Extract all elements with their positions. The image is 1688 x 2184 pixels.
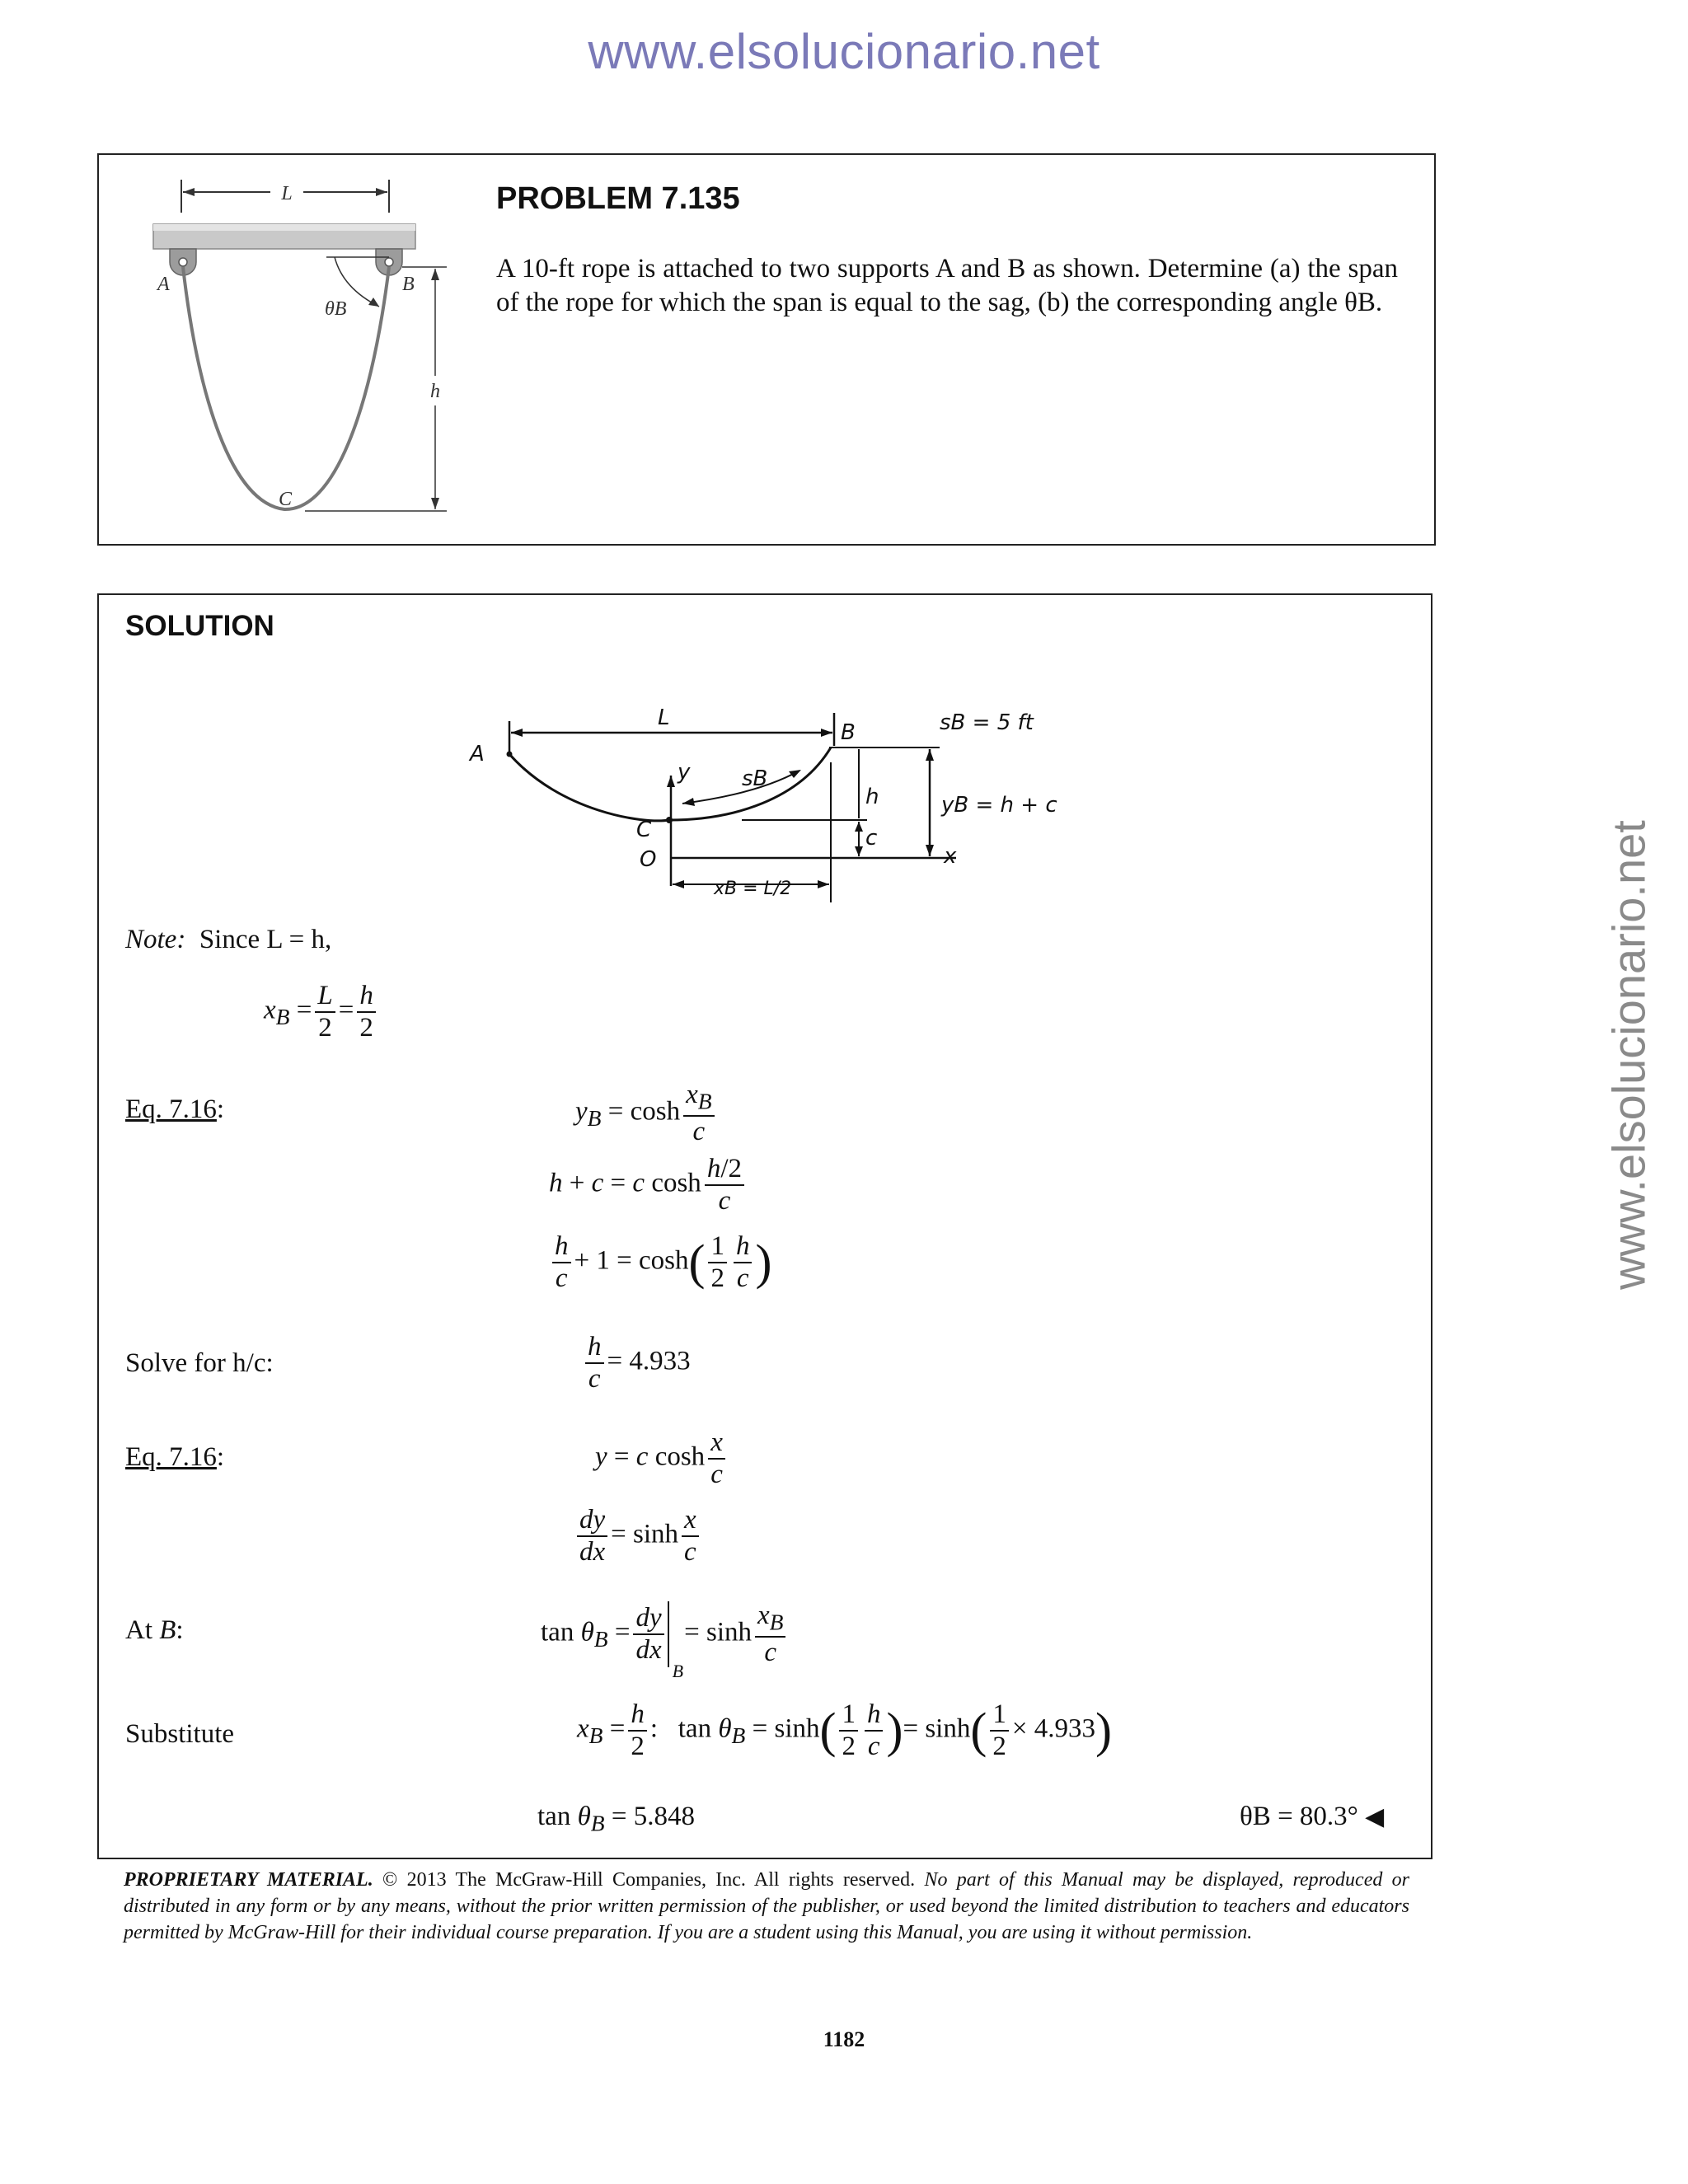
eq-hc-result: $\frac{h}{c}$ = 4.933 [582,1332,691,1394]
eq-h-over-c-plus-1: $\frac{h}{c}$ + 1 = cosh( $\frac{1}{2}$ $\frac{h}{c}$ ) [549,1231,771,1294]
page-number: 1182 [823,2027,865,2051]
problem-figure [140,165,470,527]
eq-ref-1: Eq. 7.16: [125,1094,225,1124]
figure-label-L: L [281,183,293,204]
substitute-label: Substitute [125,1719,235,1749]
solution-heading: SOLUTION [125,610,274,642]
sketch-label-B: B [841,720,856,745]
eq-h-plus-c: h + c = c cosh $\frac{h/2}{c}$ [549,1154,748,1216]
sketch-label-x: x [944,844,957,869]
sketch-label-xB: xB = L/2 [714,879,792,899]
sketch-label-yB: yB = h + c [941,793,1057,818]
eq-ref-2: Eq. 7.16: [125,1442,225,1472]
solve-label: Solve for h/c: [125,1348,274,1378]
note-line [125,925,331,955]
figure-label-theta: θB [325,298,347,320]
eq-y-c-cosh: y = c cosh $\frac{x}{c}$ [595,1427,729,1490]
problem-statement: A 10-ft rope is attached to two supports A and B as shown. Determine (a) the span of the rope for which the span is equal to the sag, (b) the corresponding angle θB. [496,254,1398,317]
sketch-label-C: C [636,818,652,842]
note-text: Since L = h, [199,925,332,954]
sketch-label-c: c [865,826,878,851]
sketch-label-h: h [865,785,879,809]
sketch-label-sB-value: sB = 5 ft [940,710,1034,735]
problem-title: PROBLEM 7.135 [496,181,740,216]
at-b-label: At B: [125,1615,184,1645]
footer-notice: PROPRIETARY MATERIAL. © 2013 The McGraw-Hill Companies, Inc. All rights reserved. No part of this Manual may be displayed, reproduced or distributed in any form or by any means, without the prior written permission of the publisher, or used beyond the limited distribution to teachers and educators permitted by McGraw-Hill for their individual course preparation. If you are a student using this Manual, you are using it without permission. [124,1869,1409,1943]
watermark-side: www.elsolucionario.net [1602,820,1655,1290]
note-label: Note: [125,925,186,954]
eq-xb-def: $x_B$ = $\frac{L}{2}$ = $\frac{h}{2}$ [264,981,379,1043]
sketch-label-O: O [640,847,657,872]
sketch-label-A: A [470,742,485,766]
figure-label-C: C [279,489,293,510]
eq-tan-theta-b: $\tan \theta_B$ = $\frac{dy}{dx}$ B = sinh $\frac{x_B}{c}$ [541,1601,789,1668]
figure-label-A: A [157,274,170,295]
sketch-label-y: y [678,760,691,785]
eq-tan-result: $\tan \theta_B = 5.848$ [537,1802,695,1836]
eq-yb-cosh: $y_B = \cosh$ $\frac{x_B}{c}$ [575,1080,718,1147]
figure-label-B: B [402,274,415,295]
sketch-label-sB: sB [742,766,768,791]
solution-sketch [462,696,1088,911]
figure-label-h: h [430,381,440,402]
sketch-label-L: L [658,705,670,730]
watermark-top: www.elsolucionario.net [588,24,1100,79]
eq-dydx-sinh: $\frac{dy}{dx}$ = sinh $\frac{x}{c}$ [574,1505,702,1568]
answer-marker-icon: ◀ [1365,1803,1385,1830]
eq-substitute: $x_B$ = $\frac{h}{2}$ : $\tan \theta_B = \sinh$( $\frac{1}{2}$ $\frac{h}{c}$ )= sinh( $\frac{1}{2}$ × 4.933) [577,1699,1112,1761]
final-answer: θB = 80.3° ◀ [1240,1802,1385,1831]
